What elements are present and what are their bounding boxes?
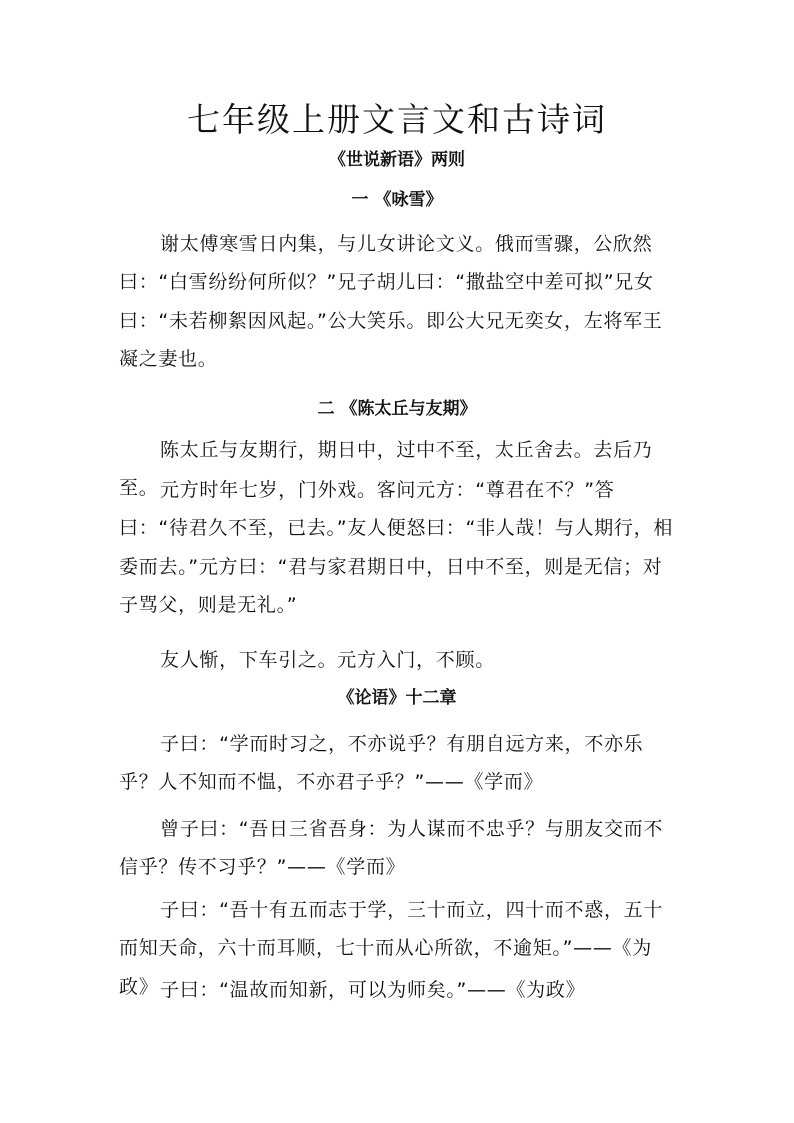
paragraph-lunyu-3: 子曰：“吾十有五而志于学，三十而立，四十而不惑，五十而知天命，六十而耳顺，七十而从心所欲，不逾矩。”——《为政》 — [119, 899, 664, 998]
document-title: 七年级上册文言文和古诗词 — [187, 100, 607, 139]
paragraph-yongxue: 谢太傅寒雪日内集，与儿女讲论文义。俄而雪骤，公欣然曰：“白雪纷纷何所似？”兄子胡儿曰：“撒盐空中差可拟”兄女曰：“未若柳絮因风起。”公大笑乐。即公大兄无奕女，左将军王凝之妻也。 — [119, 233, 663, 370]
paragraph-lunyu-2: 曾子曰：“吾日三省吾身：为人谋而不忠乎？与朋友交而不信乎？传不习乎？”——《学而》 — [119, 818, 664, 879]
section-heading-lunyu: 《论语》十二章 — [337, 688, 457, 708]
section-heading-shishuo: 《世说新语》两则 — [329, 150, 465, 170]
paragraph-chentaiqiu-1: 陈太丘与友期行，期日中，过中不至，太丘舍去。去后乃至。 — [119, 439, 653, 500]
subsection-heading-chentaiqiu: 二 《陈太丘与友期》 — [317, 399, 477, 419]
paragraph-chentaiqiu-3: 友人惭，下车引之。元方入门，不顾。 — [160, 649, 495, 671]
paragraph-chentaiqiu-2: 元方时年七岁，门外戏。客问元方：“尊君在不？”答曰：“待君久不至，已去。”友人便怒曰：“非人哉！与人期行，相委而去。”元方曰：“君与家君期日中，日中不至，则是无信；对子骂父，则是无礼。” — [119, 479, 674, 616]
subsection-heading-yongxue: 一 《咏雪》 — [351, 190, 443, 210]
paragraph-lunyu-4: 子曰：“温故而知新，可以为师矣。”——《为政》 — [160, 979, 586, 1001]
paragraph-lunyu-1: 子曰：“学而时习之，不亦说乎？有朋自远方来，不亦乐乎？人不知而不愠，不亦君子乎？”——《学而》 — [119, 733, 644, 794]
